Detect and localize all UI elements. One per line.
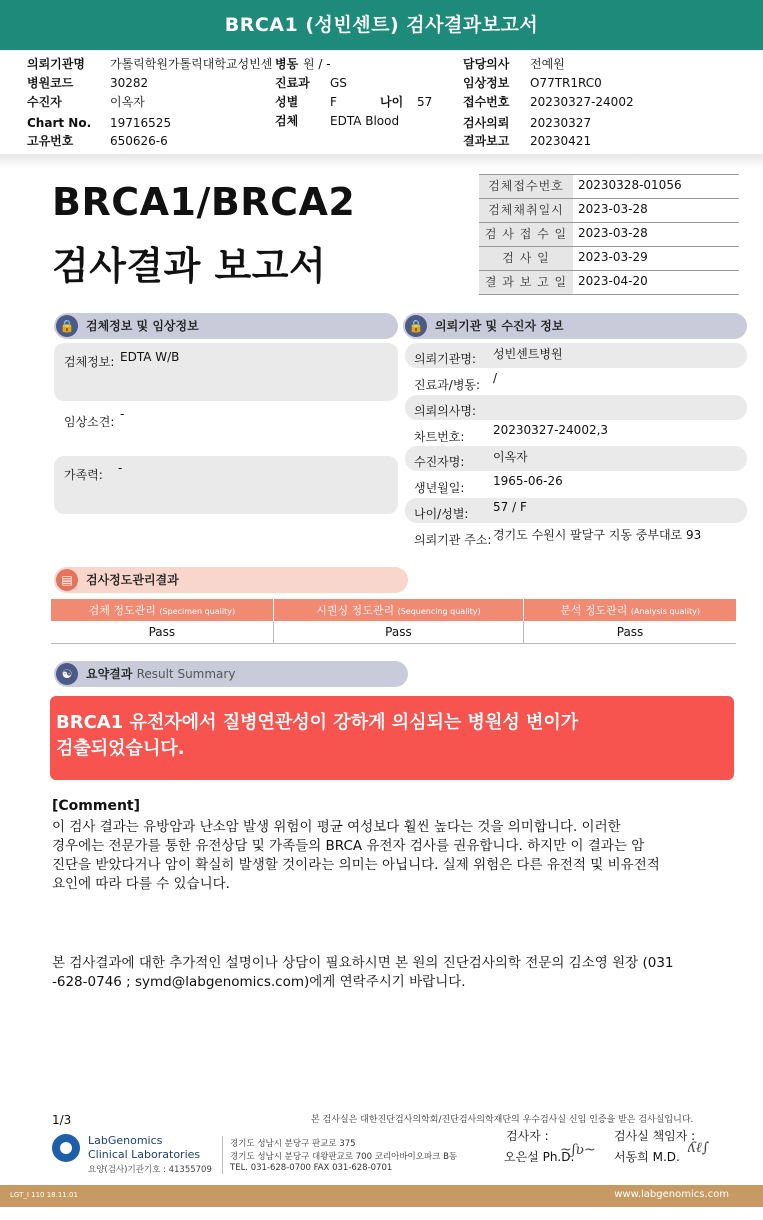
report-title-line1: BRCA1/BRCA2 (52, 180, 356, 224)
requester-key: 의뢰기관 주소: (414, 533, 492, 547)
specimen-section-heading (54, 313, 398, 339)
hospital-code-label: 병원코드 (27, 76, 74, 90)
info-key: 검 사 접 수 일 (479, 223, 573, 246)
ward-label: 병동 (275, 57, 299, 71)
address-line-2: 경기도 성남시 분당구 대왕판교로 700 코리아바이오파크 B동 (230, 1152, 458, 1162)
footer-divider (222, 1136, 223, 1174)
info-value: 2023-03-29 (578, 250, 648, 264)
specimen-value: EDTA Blood (330, 114, 400, 128)
requester-key: 생년월일: (414, 481, 465, 495)
age-value: 57 (417, 95, 433, 109)
quality-col-header (51, 599, 273, 621)
comment-line: 이 검사 결과는 유방암과 난소암 발생 위험이 평균 여성보다 훨씬 높다는 것을 의미합니다. 이러한 (52, 819, 621, 835)
report-date-label: 결과보고 (463, 134, 510, 148)
quality-header-row (51, 599, 736, 621)
requester-section-title: 의뢰기관 및 수진자 정보 (435, 319, 564, 333)
doctor-value: 전예원 (530, 57, 565, 71)
requester-row (405, 395, 747, 420)
request-date-value: 20230327 (530, 116, 592, 130)
quality-section-heading (54, 567, 408, 593)
requester-row (405, 472, 747, 497)
comment-line: 요인에 따라 다를 수 있습니다. (52, 876, 230, 892)
info-value: 2023-03-28 (578, 202, 648, 216)
unique-no-value: 650626-6 (110, 134, 168, 148)
quality-result: Pass (273, 621, 523, 643)
lock-icon: 🔒 (405, 315, 427, 337)
clinical-findings-label: 임상소견: (64, 415, 115, 429)
requester-value: / (493, 371, 498, 385)
specimen-dates-box (479, 174, 739, 295)
requester-row (405, 446, 747, 471)
clinical-info-value: O77TR1RC0 (530, 76, 602, 90)
requester-key: 의뢰기관명: (414, 352, 477, 366)
requester-key: 진료과/병동: (414, 378, 481, 392)
receipt-no-value: 20230327-24002 (530, 95, 634, 109)
summary-section-heading (54, 661, 408, 687)
info-value: 2023-04-20 (578, 274, 648, 288)
footer-bar (0, 1185, 763, 1207)
quality-col-sub: (Analysis quality) (630, 607, 700, 616)
comment-line: 진단을 받았다거나 암이 확실히 발생할 것이라는 의미는 아닙니다. 실제 위험은 다른 유전적 및 비유전적 (52, 857, 660, 873)
ribbon-icon: ☯ (56, 663, 78, 685)
report-header-title: BRCA1 (성빈센트) 검사결과보고서 (224, 14, 539, 36)
labgenomics-logo-icon (52, 1134, 80, 1162)
lab-head-label: 검사실 책임자 : (614, 1129, 696, 1143)
requester-value: 1965-06-26 (493, 474, 563, 488)
info-row (479, 247, 739, 271)
requester-row (405, 421, 747, 446)
header-separator (0, 154, 763, 168)
doctor-label: 담당의사 (463, 57, 510, 71)
department-label: 진료과 (275, 76, 310, 90)
ward-value: 원 / - (303, 57, 331, 71)
form-code: LGT_I 110 18.11.01 (10, 1191, 78, 1199)
requester-key: 차트번호: (414, 430, 465, 444)
info-key: 결 과 보 고 일 (479, 271, 573, 294)
phone-fax: TEL. 031-628-0700 FAX 031-628-0701 (230, 1163, 393, 1173)
info-value: 20230328-01056 (578, 178, 682, 192)
lock-icon: 🔒 (56, 315, 78, 337)
info-row (479, 199, 739, 223)
quality-col-sub: (Sequencing quality) (397, 607, 481, 616)
family-history-value: - (118, 461, 123, 475)
quality-result-row (51, 621, 736, 643)
brand-subtitle: Clinical Laboratories (88, 1148, 201, 1161)
info-row (479, 271, 739, 295)
summary-section-title: 요약결과 (86, 667, 133, 681)
patient-label: 수진자 (27, 95, 62, 109)
tester-signature: ~ʃʋ~ (560, 1142, 596, 1158)
department-value: GS (330, 76, 347, 90)
brand-name: LabGenomics (88, 1134, 163, 1147)
specimen-section-title: 검체정보 및 임상정보 (86, 319, 199, 333)
info-value: 2023-03-28 (578, 226, 648, 240)
comment-line: 경우에는 전문가를 통한 유전상담 및 가족들의 BRCA 유전자 검사를 권유합니다. 하지만 이 결과는 암 (52, 838, 645, 854)
tester-name: 오은설 Ph.D. (504, 1150, 575, 1164)
alert-line-2: 검출되었습니다. (56, 738, 185, 759)
requester-key: 의뢰의사명: (414, 404, 477, 418)
quality-col-label: 분석 정도관리 (560, 604, 628, 617)
requester-value: 이옥자 (493, 450, 528, 464)
requester-key: 수진자명: (414, 455, 465, 469)
family-history-label: 가족력: (64, 468, 103, 482)
hospital-code-value: 30282 (110, 76, 149, 90)
quality-col-header (524, 599, 736, 621)
contact-line: -628-0746 ; symd@labgenomics.com)에게 연락주시기 바랍니다. (52, 974, 466, 990)
receipt-no-label: 접수번호 (463, 95, 510, 109)
comment-text (52, 818, 744, 894)
quality-col-label: 검체 정도관리 (88, 604, 156, 617)
requester-row (405, 498, 747, 523)
quality-col-label: 시퀀싱 정도관리 (316, 604, 395, 617)
report-title-line2: 검사결과 보고서 (52, 244, 327, 288)
requester-key: 나이/성별: (414, 507, 469, 521)
specimen-label: 검체 (275, 114, 299, 128)
certification-note: 본 검사실은 대한진단검사의학회/진단검사의학재단의 우수검사실 신임 인증을 받은 검사실입니다. (311, 1115, 694, 1125)
sex-label: 성별 (275, 95, 299, 109)
clinical-info-label: 임상정보 (463, 76, 510, 90)
info-key: 검체접수번호 (479, 175, 573, 198)
age-label: 나이 (380, 95, 404, 109)
requester-value: 57 / F (493, 500, 527, 514)
comment-heading: [Comment] (52, 798, 141, 814)
page-number: 1/3 (52, 1113, 72, 1127)
specimen-info-label: 검체정보: (64, 355, 115, 369)
quality-col-header (273, 599, 523, 621)
quality-section-title: 검사정도관리결과 (86, 573, 179, 587)
report-date-value: 20230421 (530, 134, 592, 148)
summary-section-title-en: Result Summary (136, 667, 236, 681)
institution-value: 가톨릭학원가톨릭대학교성빈센 (110, 57, 273, 71)
info-row (479, 175, 739, 199)
report-header-bar (0, 0, 763, 50)
alert-line-1: BRCA1 유전자에서 질병연관성이 강하게 의심되는 병원성 변이가 (56, 712, 579, 733)
institution-label: 의뢰기관명 (27, 57, 85, 71)
requester-section-heading (403, 313, 747, 339)
sex-value: F (330, 95, 337, 109)
address-line-1: 경기도 성남시 분당구 판교로 375 (230, 1139, 356, 1149)
report-footer (0, 1108, 763, 1184)
clipboard-icon: ▤ (56, 569, 78, 591)
contact-line: 본 검사결과에 대한 추가적인 설명이나 상담이 필요하시면 본 원의 진단검사의학 전문의 김소영 원장 (031 (52, 955, 674, 971)
lab-head-name: 서동희 M.D. (614, 1150, 680, 1164)
contact-text (52, 954, 750, 992)
info-key: 검체채취일시 (479, 199, 573, 222)
website-link[interactable]: www.labgenomics.com (614, 1189, 729, 1200)
quality-col-sub: (Specimen quality) (159, 607, 236, 616)
patient-value: 이옥자 (110, 95, 145, 109)
request-date-label: 검사의뢰 (463, 116, 510, 130)
info-row (479, 223, 739, 247)
requester-row (405, 524, 747, 549)
requester-row (405, 369, 747, 394)
info-key: 검 사 일 (479, 247, 573, 270)
chart-no-label: Chart No. (27, 116, 92, 130)
requester-value: 경기도 수원시 팔달구 지동 중부대로 93 (493, 528, 702, 542)
family-history-block (54, 456, 398, 514)
tester-label: 검사자 : (506, 1129, 549, 1143)
quality-table (51, 599, 736, 644)
specimen-info-value: EDTA W/B (120, 350, 180, 364)
specimen-info-block (54, 343, 398, 401)
requester-value: 성빈센트병원 (493, 347, 563, 361)
requester-value: 20230327-24002,3 (493, 423, 609, 437)
institution-code: 요양(검사)기관기호 : 41355709 (88, 1165, 212, 1175)
clinical-findings-value: - (120, 407, 125, 421)
unique-no-label: 고유번호 (27, 134, 74, 148)
chart-no-value: 19716525 (110, 116, 172, 130)
patient-header (0, 50, 763, 154)
lab-head-signature: ʎℓ∫ (688, 1140, 710, 1156)
requester-row (405, 343, 747, 368)
result-summary-alert (50, 696, 734, 780)
quality-result: Pass (51, 621, 273, 643)
quality-result: Pass (524, 621, 736, 643)
